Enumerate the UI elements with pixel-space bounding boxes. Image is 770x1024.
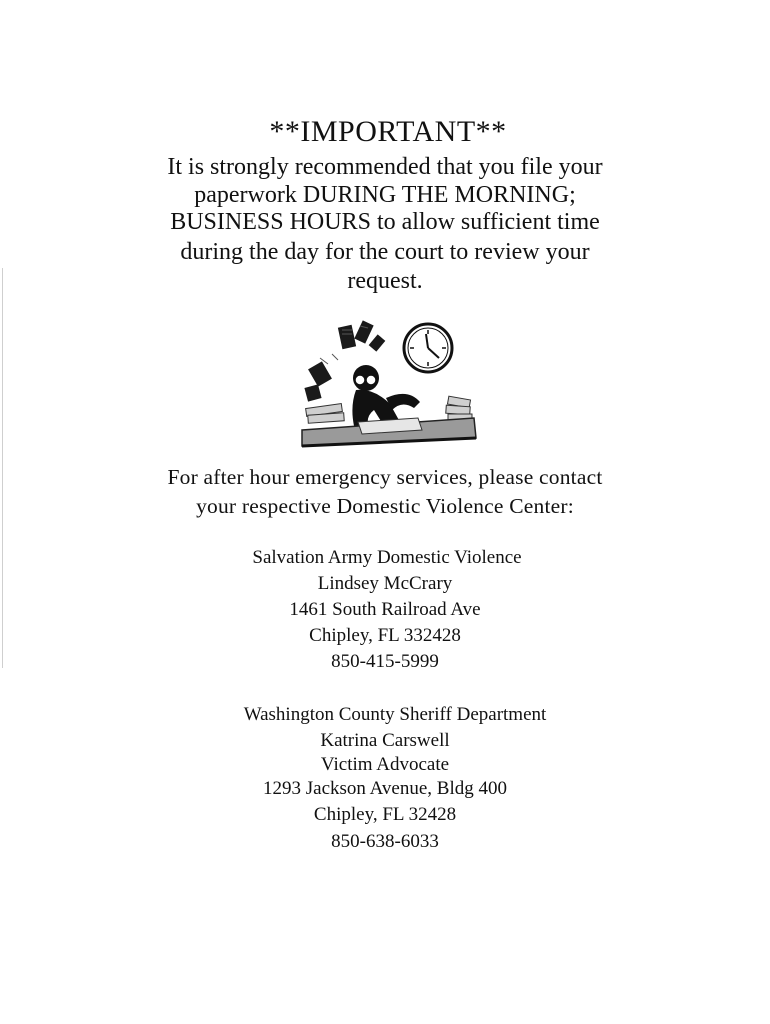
sheriff-phone: 850-638-6033 <box>331 831 439 852</box>
contact-intro-line-1: For after hour emergency services, please contact <box>167 465 603 489</box>
salvation-army-person: Lindsey McCrary <box>317 573 453 594</box>
notice-line-5: request. <box>347 268 423 294</box>
sheriff-city: Chipley, FL 32428 <box>313 804 457 825</box>
salvation-army-city: Chipley, FL 332428 <box>309 625 461 646</box>
notice-line-2: paperwork DURING THE MORNING; <box>194 182 576 208</box>
important-heading: **IMPORTANT** <box>269 115 507 148</box>
sheriff-person: Katrina Carswell <box>320 730 450 751</box>
salvation-army-phone: 850-415-5999 <box>331 651 439 672</box>
salvation-army-organization: Salvation Army Domestic Violence <box>252 547 522 568</box>
notice-line-1: It is strongly recommended that you file your <box>167 154 603 180</box>
notice-line-3: BUSINESS HOURS to allow sufficient time <box>170 209 600 235</box>
busy-worker-with-clock-clipart-icon <box>298 318 478 452</box>
sheriff-organization: Washington County Sheriff Department <box>243 704 547 725</box>
sheriff-title: Victim Advocate <box>320 754 450 775</box>
salvation-army-address: 1461 South Railroad Ave <box>289 599 481 620</box>
contact-intro-line-2: your respective Domestic Violence Center: <box>196 494 574 518</box>
notice-line-4: during the day for the court to review your <box>180 239 590 265</box>
sheriff-address: 1293 Jackson Avenue, Bldg 400 <box>263 778 507 799</box>
